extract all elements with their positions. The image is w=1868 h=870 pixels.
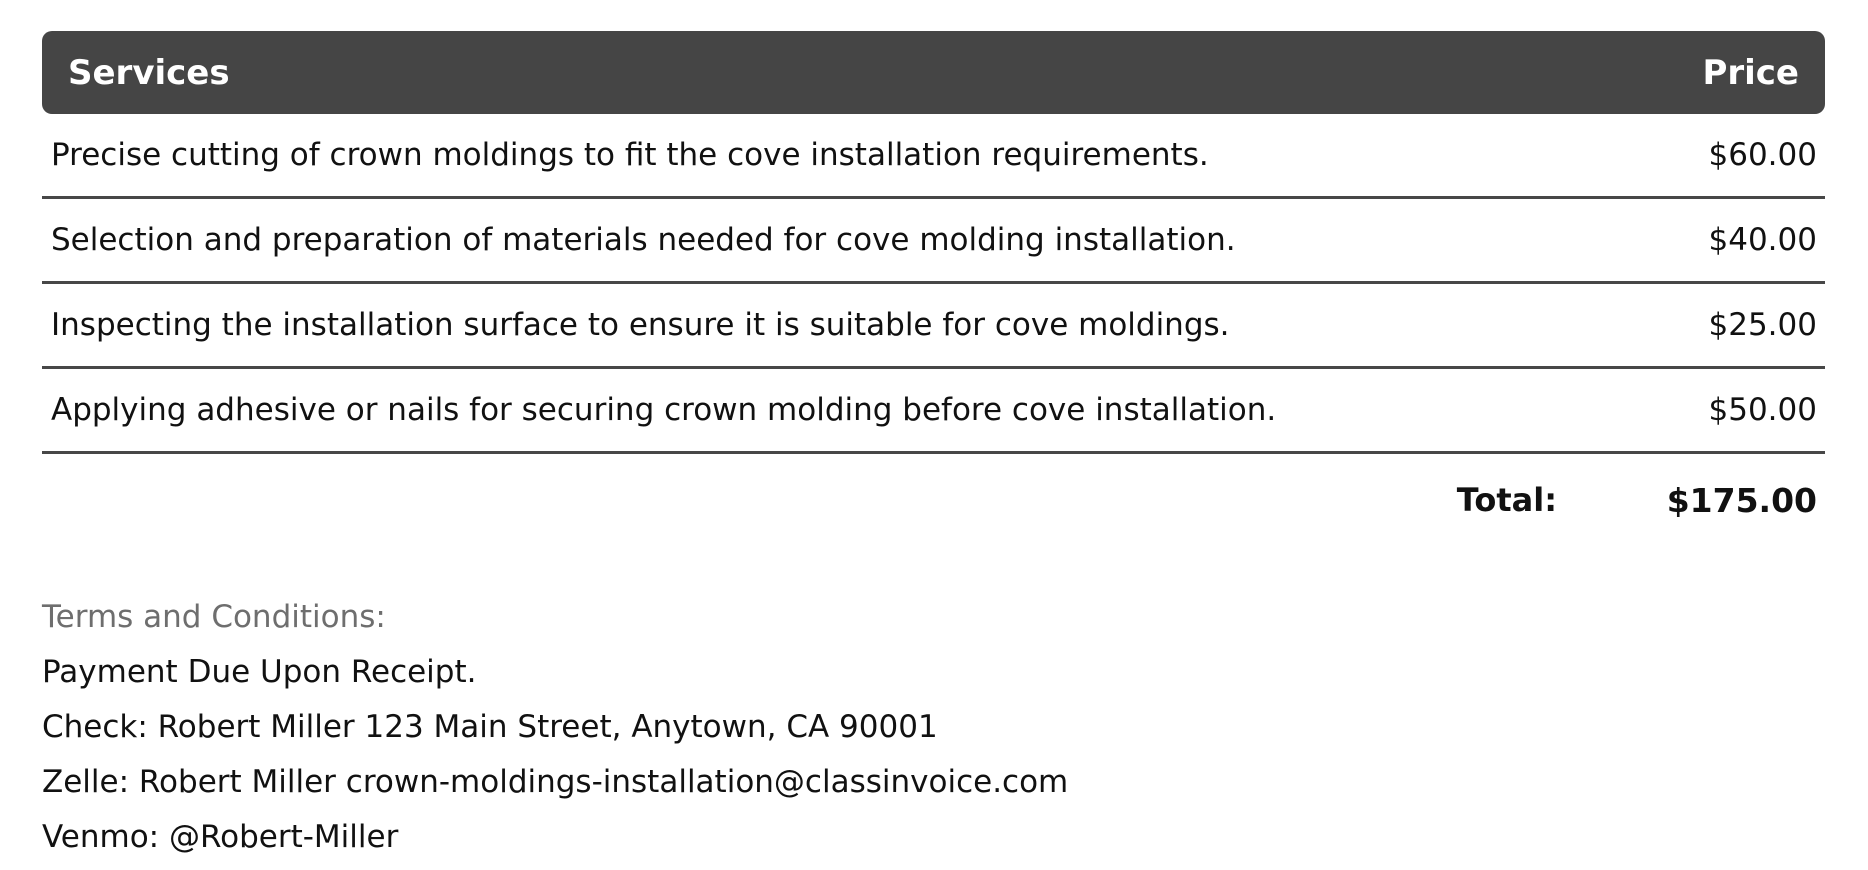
service-price: $50.00 <box>1708 392 1817 428</box>
service-description: Precise cutting of crown moldings to fit the cove installation requirements. <box>51 137 1209 173</box>
total-label: Total: <box>1456 481 1557 519</box>
terms-line-check: Check: Robert Miller 123 Main Street, Anytown, CA 90001 <box>42 709 938 745</box>
table-row <box>42 369 1825 454</box>
service-description: Selection and preparation of materials needed for cove molding installation. <box>51 222 1236 258</box>
table-row <box>42 199 1825 284</box>
service-description: Applying adhesive or nails for securing crown molding before cove installation. <box>51 392 1277 428</box>
terms-and-conditions <box>42 590 1825 865</box>
service-price: $40.00 <box>1708 222 1817 258</box>
table-row <box>42 114 1825 199</box>
total-value: $175.00 <box>1666 480 1817 520</box>
terms-heading: Terms and Conditions: <box>42 599 386 635</box>
services-table-header <box>42 31 1825 114</box>
service-price: $25.00 <box>1708 307 1817 343</box>
service-description: Inspecting the installation surface to ensure it is suitable for cove moldings. <box>51 307 1230 343</box>
column-header-services: Services <box>68 52 230 93</box>
terms-line-zelle: Zelle: Robert Miller crown-moldings-installation@classinvoice.com <box>42 764 1069 800</box>
table-row <box>42 284 1825 369</box>
service-price: $60.00 <box>1708 137 1817 173</box>
services-table <box>42 31 1825 546</box>
terms-line-payment: Payment Due Upon Receipt. <box>42 654 477 690</box>
column-header-price: Price <box>1702 52 1799 93</box>
terms-line-venmo: Venmo: @Robert-Miller <box>42 819 399 855</box>
total-row <box>42 454 1825 546</box>
